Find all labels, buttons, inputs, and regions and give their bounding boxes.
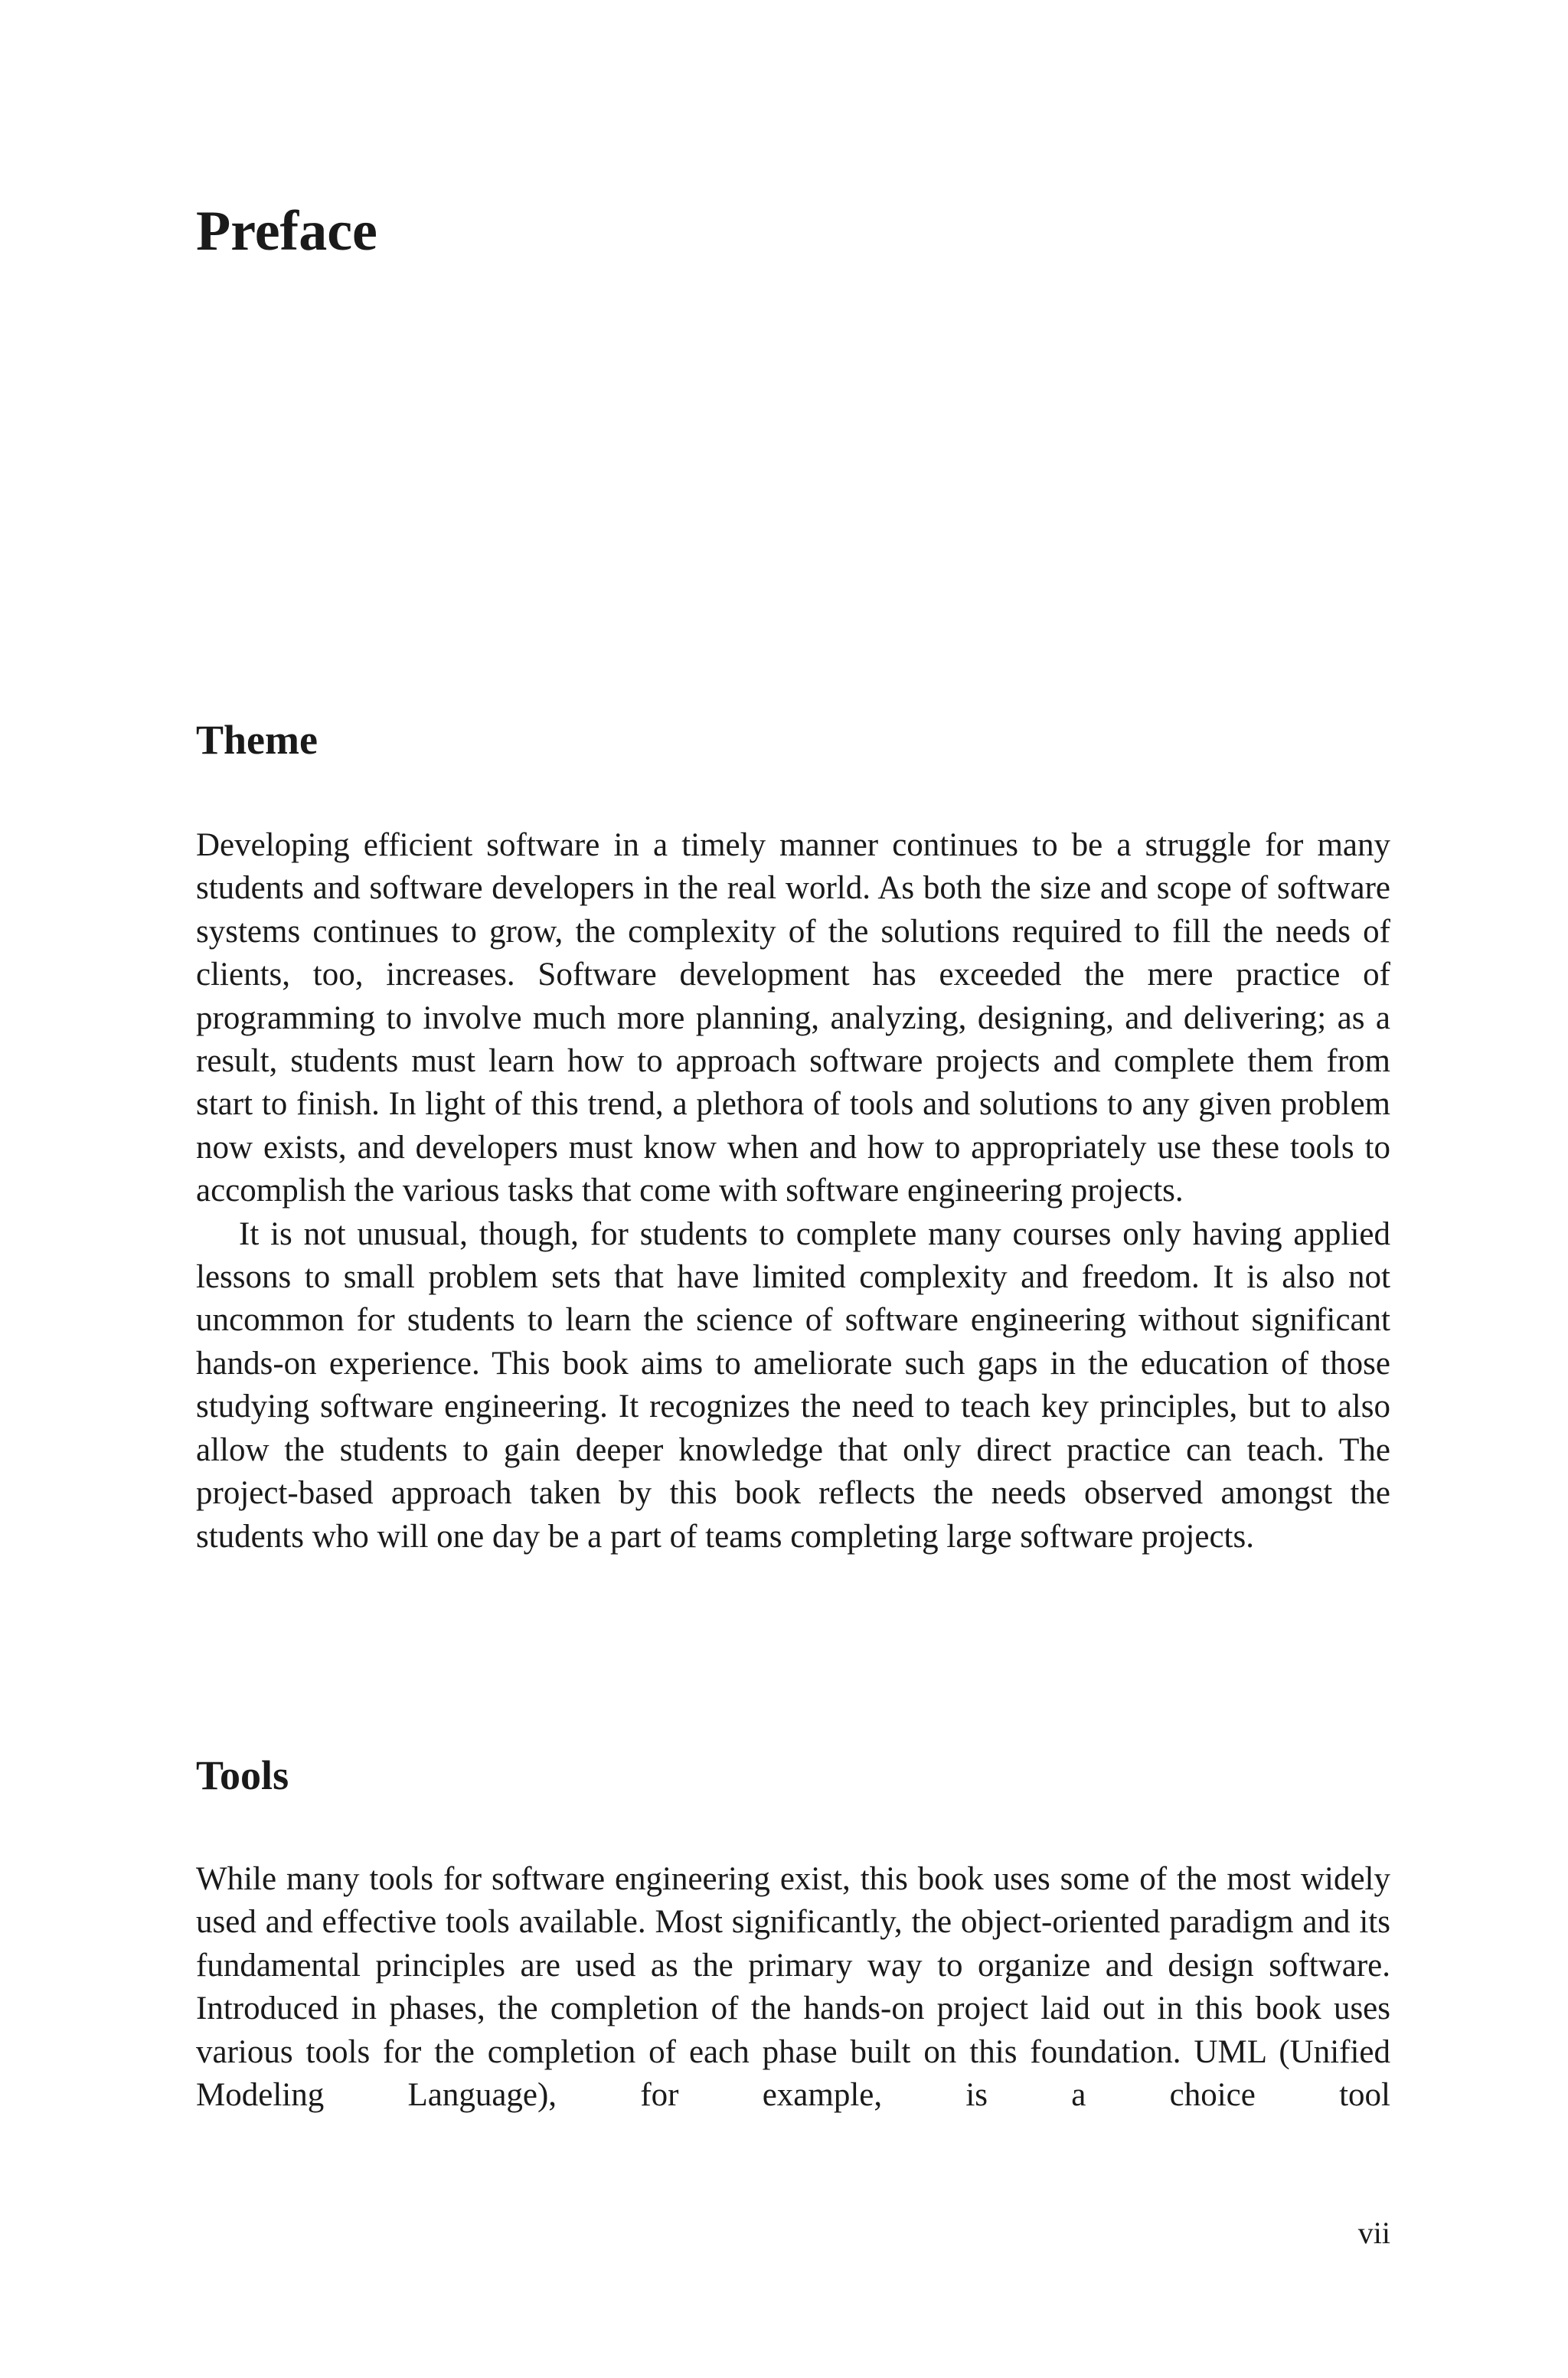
paragraph-theme-1: Developing efficient software in a timely manner continues to be a struggle for many students and software developers in the real world. As both the size and scope of software systems continues to grow, the complexity of the solutions required to fill the needs of clients, too, increases. Software development has exceeded the mere practice of programming to involve much more planning, analyzing, designing, and delivering; as a result, students must learn how to approach software projects and complete them from start to finish. In light of this trend, a plethora of tools and solutions to any given problem now exists, and developers must know when and how to appropriately use these tools to accomplish the various tasks that come with software engineering projects. [196,827,1390,1209]
book-page [196,0,1390,2378]
section-body-theme [196,824,1390,1559]
paragraph-tools-1: While many tools for software engineering exist, this book uses some of the most widely used and effective tools available. Most significantly, the object-oriented paradigm and its fundamental principles are used as the primary way to organize and design software. Introduced in phases, the completion of the hands-on project laid out in this book uses various tools for the completion of each phase built on this foundation. UML (Unified Modeling Language), for example, is a choice tool [196,1861,1390,2114]
section-body-tools [196,1858,1390,2117]
section-heading-theme: Theme [196,717,318,763]
page-number: vii [1357,2216,1390,2250]
paragraph-theme-2: It is not unusual, though, for students to complete many courses only having applied lessons to small problem sets that have limited complexity and freedom. It is also not uncommon for students to learn the science of software engineering without significant hands-on experience. This book aims to ameliorate such gaps in the education of those studying software engineering. It recognizes the need to teach key principles, but to also allow the students to gain deeper knowledge that only direct practice can teach. The project-based approach taken by this book reflects the needs observed amongst the students who will one day be a part of teams completing large software projects. [196,1215,1390,1555]
chapter-title: Preface [196,200,377,263]
section-heading-tools: Tools [196,1752,289,1798]
